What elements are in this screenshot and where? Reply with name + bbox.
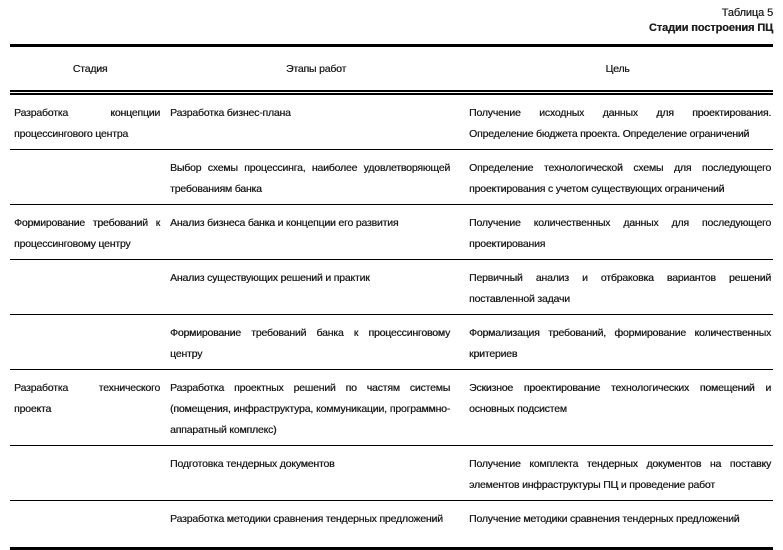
table-cell-goal: Получение количественных данных для последующего проектирования — [462, 205, 773, 260]
table-cell-step: Разработка проектных решений по частям системы (помещения, инфраструктура, коммуникации, программно-аппаратный комплекс) — [170, 370, 462, 446]
column-header-steps: Этапы работ — [170, 46, 462, 93]
table-caption-label: Таблица 5 — [721, 7, 773, 19]
table-row — [10, 205, 773, 260]
table-row — [10, 315, 773, 370]
table-cell-step: Анализ бизнеса банка и концепции его развития — [170, 205, 462, 260]
table-row — [10, 501, 773, 549]
table-row — [10, 370, 773, 446]
table-cell-stage: Формирование требований к процессинговому центру — [10, 205, 170, 260]
table-cell-goal: Эскизное проектирование технологических помещений и основных подсистем — [462, 370, 773, 446]
table-cell-stage — [10, 260, 170, 315]
stages-table-body — [10, 93, 773, 549]
table-cell-step: Анализ существующих решений и практик — [170, 260, 462, 315]
column-header-goal: Цель — [462, 46, 773, 93]
table-cell-goal: Первичный анализ и отбраковка вариантов решений поставленной задачи — [462, 260, 773, 315]
table-caption-title: Стадии построения ПЦ — [648, 22, 773, 34]
table-cell-goal: Определение технологической схемы для последующего проектирования с учетом существующих ограничений — [462, 150, 773, 205]
table-row — [10, 260, 773, 315]
table-cell-stage — [10, 150, 170, 205]
table-caption — [10, 6, 773, 36]
table-cell-stage — [10, 446, 170, 501]
header-row — [10, 46, 773, 93]
stages-table-header — [10, 46, 773, 93]
table-cell-goal: Получение комплекта тендерных документов на поставку элементов инфраструктуры ПЦ и проведение работ — [462, 446, 773, 501]
table-cell-goal: Формализация требований, формирование количественных критериев — [462, 315, 773, 370]
table-cell-step: Выбор схемы процессинга, наиболее удовлетворяющей требованиям банка — [170, 150, 462, 205]
table-cell-step: Разработка методики сравнения тендерных предложений — [170, 513, 443, 525]
table-cell-stage: Разработка концепции процессингового центра — [10, 93, 170, 150]
table-cell-goal: Получение методики сравнения тендерных предложений — [469, 513, 740, 525]
table-row — [10, 150, 773, 205]
table-cell-step: Формирование требований банка к процессинговому центру — [170, 315, 462, 370]
column-header-stage: Стадия — [10, 46, 170, 93]
table-row — [10, 93, 773, 150]
table-row — [10, 446, 773, 501]
table-cell-step: Подготовка тендерных документов — [170, 446, 462, 501]
table-cell-stage: Разработка технического проекта — [10, 370, 170, 446]
stages-table — [10, 44, 773, 550]
table-cell-stage — [10, 501, 170, 549]
table-cell-stage — [10, 315, 170, 370]
table-cell-step: Разработка бизнес-плана — [170, 93, 462, 150]
table-cell-goal: Получение исходных данных для проектирования. Определение бюджета проекта. Определение ограничений — [462, 93, 773, 150]
